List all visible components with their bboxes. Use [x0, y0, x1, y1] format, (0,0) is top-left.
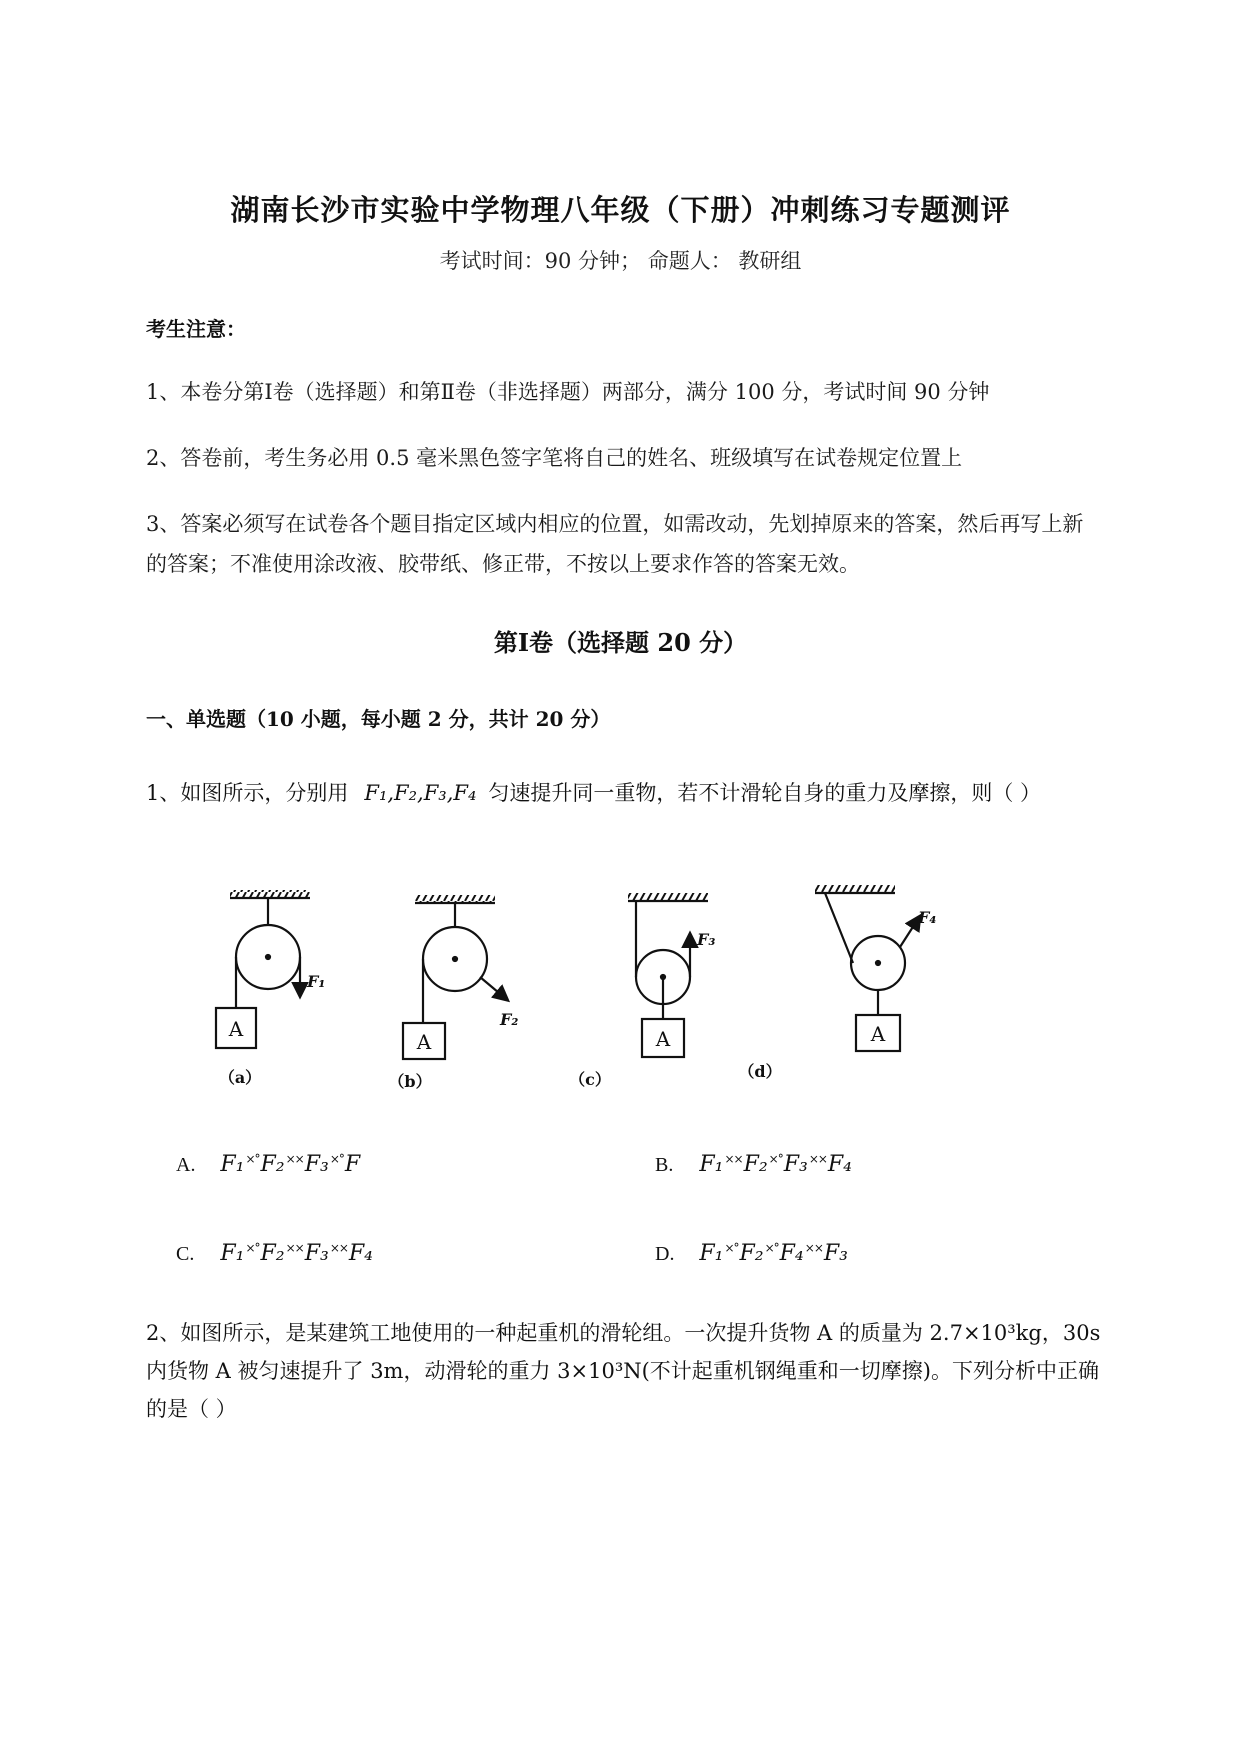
- ceiling-support: [415, 895, 495, 903]
- block-label: A: [228, 1017, 244, 1041]
- ceiling-support: [628, 893, 708, 901]
- option-label: A.: [176, 1154, 196, 1176]
- force-label-f4: F₄: [918, 908, 937, 927]
- ceiling-support: [230, 890, 310, 898]
- option-d[interactable]: D. F₁×°F₂×°F₄××F₃: [655, 1241, 848, 1266]
- force-label-f1: F₁: [307, 972, 326, 991]
- ceiling-support: [815, 885, 895, 893]
- option-b[interactable]: B. F₁××F₂×°F₃××F₄: [655, 1152, 853, 1177]
- notice-item-2: 2、答卷前，考生务必用 0.5 毫米黑色签字笔将自己的姓名、班级填写在试卷规定位置上: [146, 446, 963, 470]
- question-1-prefix: 1、如图所示，分别用: [146, 781, 349, 805]
- caption-a: （a）: [218, 1068, 262, 1087]
- question-1-suffix: 匀速提升同一重物，若不计滑轮自身的重力及摩擦，则（ ）: [488, 781, 1042, 805]
- block-label: A: [655, 1027, 671, 1051]
- notice-item-3-continued: 的答案；不准使用涂改液、胶带纸、修正带，不按以上要求作答的答案无效。: [146, 552, 860, 576]
- question-2-line-1: 2、如图所示，是某建筑工地使用的一种起重机的滑轮组。一次提升货物 A 的质量为 2.7×10³kg，30s: [146, 1321, 1101, 1345]
- section-title: 第Ⅰ卷（选择题 20 分）: [493, 628, 748, 657]
- caption-d: （d）: [738, 1062, 782, 1081]
- diagram-a: [216, 890, 325, 1087]
- option-a[interactable]: A. F₁×°F₂××F₃×°F: [176, 1152, 361, 1177]
- diagram-d: [738, 885, 936, 1081]
- option-label: B.: [655, 1154, 674, 1176]
- option-c[interactable]: C. F₁×°F₂××F₃××F₄: [176, 1241, 374, 1266]
- notice-item-3: 3、答案必须写在试卷各个题目指定区域内相应的位置，如需改动，先划掉原来的答案，然后再写上新: [146, 512, 1084, 536]
- block-label: A: [416, 1030, 432, 1054]
- force-label-f2: F₂: [500, 1010, 519, 1029]
- diagram-b: [388, 895, 518, 1090]
- pulley-figure: [170, 865, 960, 1090]
- caption-b: （b）: [388, 1072, 432, 1090]
- question-2-line-3: 的是（ ）: [146, 1397, 237, 1421]
- question-1-formula: F₁,F₂,F₃,F₄: [364, 781, 477, 805]
- question-1-stem: [146, 777, 1041, 807]
- diagram-c: [569, 893, 715, 1089]
- block-label: A: [870, 1022, 886, 1046]
- option-label: D.: [655, 1243, 675, 1265]
- caption-c: （c）: [569, 1070, 611, 1089]
- option-label: C.: [176, 1243, 195, 1265]
- force-label-f3: F₃: [697, 930, 716, 949]
- notice-heading: 考生注意：: [146, 317, 246, 341]
- exam-info: 考试时间：90 分钟； 命题人： 教研组: [439, 249, 802, 273]
- notice-item-1: 1、本卷分第Ⅰ卷（选择题）和第Ⅱ卷（非选择题）两部分，满分 100 分，考试时间 90 分钟: [146, 380, 990, 404]
- question-2-line-2: 内货物 A 被匀速提升了 3m，动滑轮的重力 3×10³N(不计起重机钢绳重和一切摩擦)。下列分析中正确: [146, 1359, 1099, 1383]
- page-title: 湖南长沙市实验中学物理八年级（下册）冲刺练习专题测评: [230, 193, 1011, 227]
- part-title: 一、单选题（10 小题，每小题 2 分，共计 20 分）: [146, 707, 611, 731]
